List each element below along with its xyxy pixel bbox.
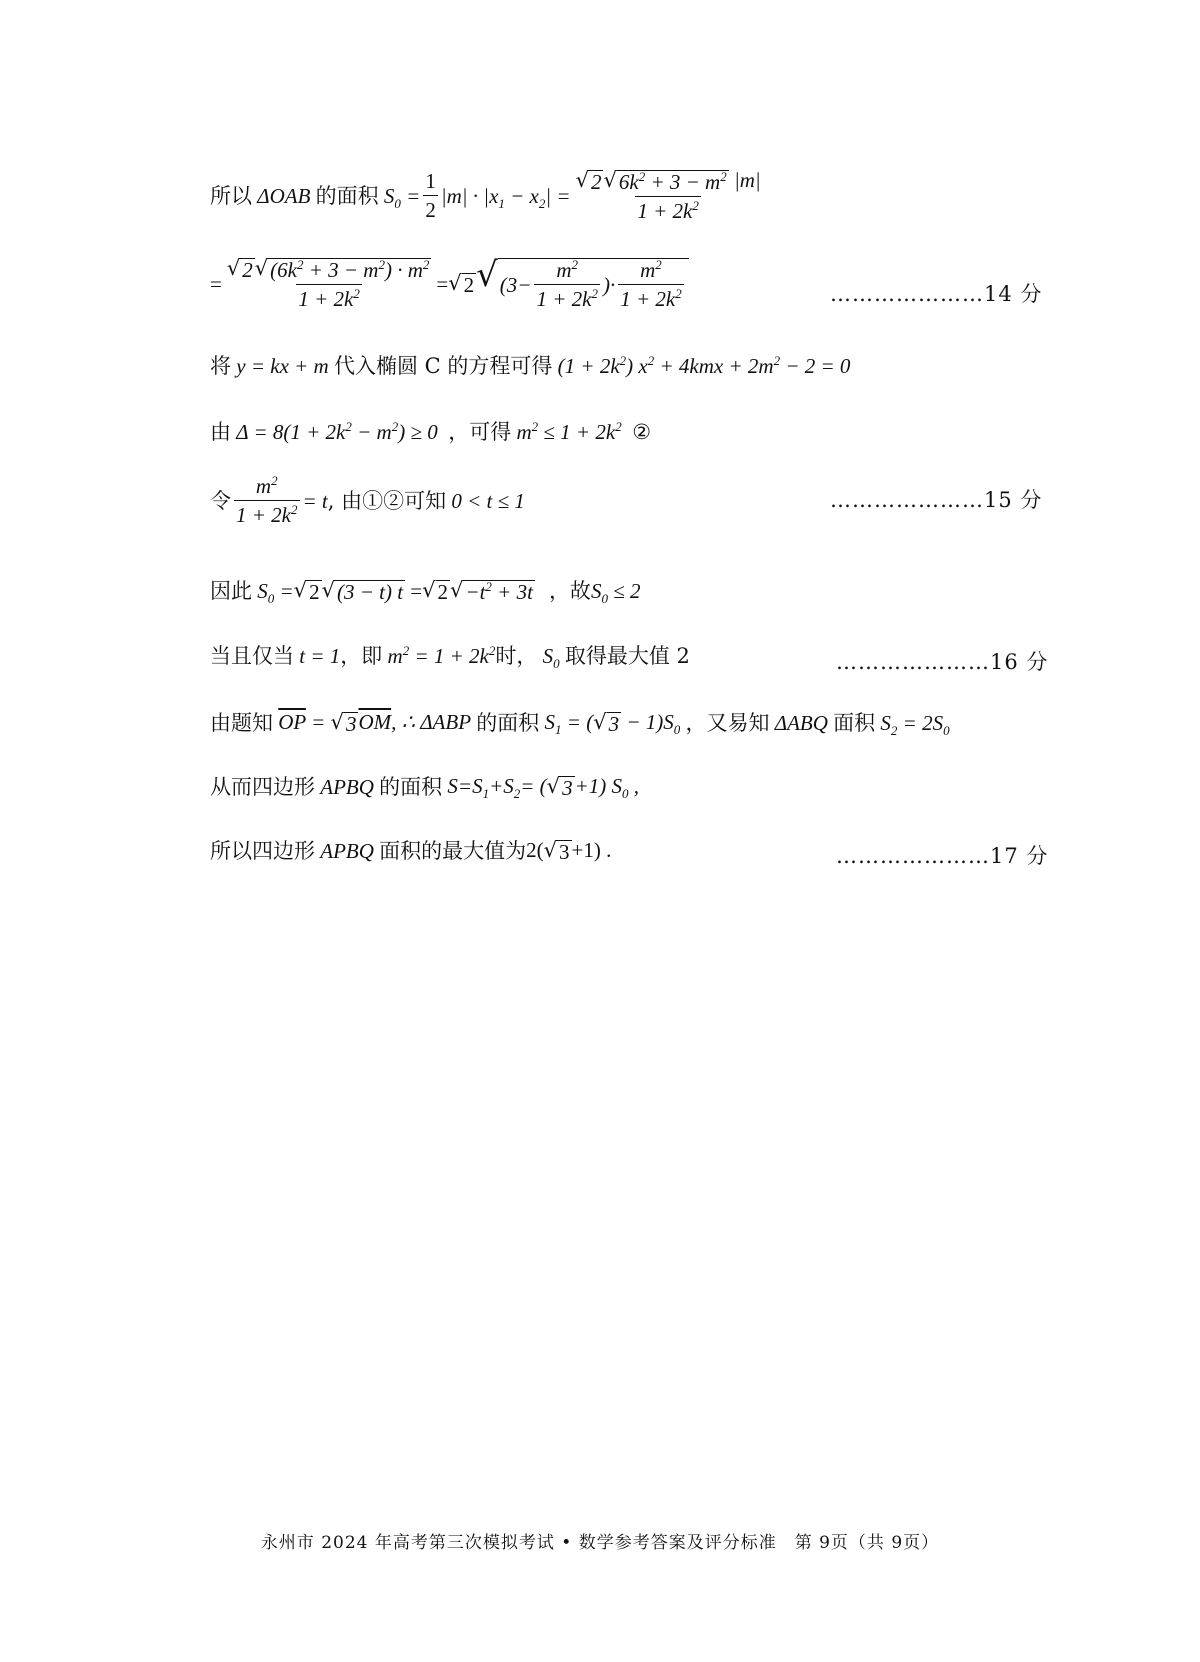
score-16: …………………16 分 bbox=[836, 650, 1049, 674]
math-sqrt: √ 2 bbox=[293, 578, 320, 604]
circled-two: ② bbox=[632, 420, 652, 444]
math-fraction: $\frac{1}{2}$ bbox=[425, 169, 436, 222]
math-sqrt: √ 2 bbox=[422, 578, 449, 604]
math-fraction: $\frac{m^2}{1 + 2k^2}$ bbox=[236, 473, 298, 527]
text: ，故 bbox=[548, 579, 591, 603]
math-fraction: √ 2 √ $6k^2 + 3 - m^2$ |m| $1 + 2k^2$ bbox=[575, 168, 761, 223]
math: $S_2 = 2S_0$ bbox=[875, 711, 950, 739]
line-let-t bbox=[210, 473, 525, 527]
text: 的面积 bbox=[315, 183, 379, 208]
text: 将 bbox=[210, 354, 231, 378]
math: ΔABQ bbox=[769, 711, 834, 735]
math: $S_0 \le 2$ bbox=[590, 579, 641, 607]
line-equality bbox=[210, 643, 690, 672]
line-vectors bbox=[210, 710, 950, 739]
math: = bbox=[436, 271, 449, 296]
text: 面积的最大值为 bbox=[379, 839, 527, 863]
math: $(1 + 2k^2)$ $x^2 + 4kmx + 2m^2 - 2 = 0$ bbox=[552, 353, 851, 378]
math: $S_0$ = bbox=[252, 579, 294, 607]
math: $S_0$ = bbox=[378, 183, 421, 211]
math: t = 1 bbox=[294, 644, 341, 668]
math: $\Delta = 8(1 + 2k^2 - m^2) \ge 0$ bbox=[231, 419, 449, 444]
text: ，可得 bbox=[448, 420, 512, 444]
text: , 由①②可知 bbox=[327, 488, 447, 513]
text: 面积 bbox=[833, 711, 876, 735]
text: 取得最大值 2 bbox=[564, 644, 690, 668]
math-sqrt: √ 2 bbox=[448, 270, 475, 297]
math: = bbox=[405, 579, 423, 603]
math: APBQ bbox=[315, 775, 380, 799]
page-footer: 永州市 2024 年高考第三次模拟考试 • 数学参考答案及评分标准 第 9页（共 9页） bbox=[260, 1533, 940, 1553]
line-area-s0-cont bbox=[210, 255, 689, 311]
math-sqrt: √ (3 − t) t bbox=[321, 578, 404, 604]
text: 由 bbox=[210, 420, 231, 444]
math: $S_1$ = ( √ 3 − $1)S_0$ bbox=[539, 710, 681, 738]
score-14: …………………14 分 bbox=[830, 282, 1043, 306]
math: $m^2 \le 1 + 2k^2$ bbox=[511, 419, 622, 444]
text: 当且仅当 bbox=[210, 644, 294, 668]
score-17: …………………17 分 bbox=[836, 844, 1049, 868]
math: = bbox=[210, 271, 222, 296]
math: $|m| \cdot |x_1 - x_2|$ = bbox=[440, 183, 571, 211]
line-conclusion bbox=[210, 840, 611, 863]
math: $\overline{OP}$ = √ 3 $\overline{OM}$, ∴ ΔABP bbox=[278, 710, 477, 736]
math: y = kx + m bbox=[231, 354, 334, 378]
text: 由题知 bbox=[210, 711, 273, 735]
math-sqrt: √ $-t^2 + 3t$ bbox=[450, 578, 533, 604]
text: 的面积 bbox=[379, 775, 443, 799]
text: 所以四边形 bbox=[210, 839, 315, 863]
line-area-s0 bbox=[210, 170, 766, 222]
text: 从而四边形 bbox=[210, 775, 315, 799]
text: ，又易知 bbox=[685, 711, 770, 735]
line-quadrilateral-area bbox=[210, 774, 639, 802]
math-sqrt: √ (3− $\frac{m^2}{1 + 2k^2}$ )· $\frac{m^2}{1 + 2k^2}$ bbox=[476, 258, 689, 310]
math: $m^2 = 1 + 2k^2$ bbox=[382, 643, 496, 668]
text: ，即 bbox=[340, 644, 383, 668]
text: 代入椭圆 C 的方程可得 bbox=[333, 354, 553, 378]
math-fraction: √ 2 √ $(6k^2 + 3 - m^2) \cdot m^2$ $1 + 2k^2$ bbox=[226, 256, 430, 311]
math: $S=S_1+S_2=$ ( √ 3 +1) $S_0$ , bbox=[442, 774, 639, 802]
math: = t bbox=[302, 488, 328, 513]
text: 时， bbox=[495, 644, 538, 668]
math: APBQ bbox=[315, 839, 380, 863]
math: 2( √ 3 +1) . bbox=[526, 838, 612, 864]
line-discriminant bbox=[210, 419, 652, 444]
score-15: …………………15 分 bbox=[830, 488, 1043, 512]
text: 令 bbox=[210, 488, 231, 513]
line-therefore bbox=[210, 578, 641, 607]
math-triangle-oab: ΔOAB bbox=[252, 183, 316, 208]
line-substitute bbox=[210, 353, 851, 378]
text: 因此 bbox=[210, 579, 252, 603]
math: 0 < t ≤ 1 bbox=[446, 488, 525, 513]
text: 所以 bbox=[210, 183, 252, 208]
math: $S_0$ bbox=[537, 644, 560, 672]
text: 的面积 bbox=[476, 711, 540, 735]
